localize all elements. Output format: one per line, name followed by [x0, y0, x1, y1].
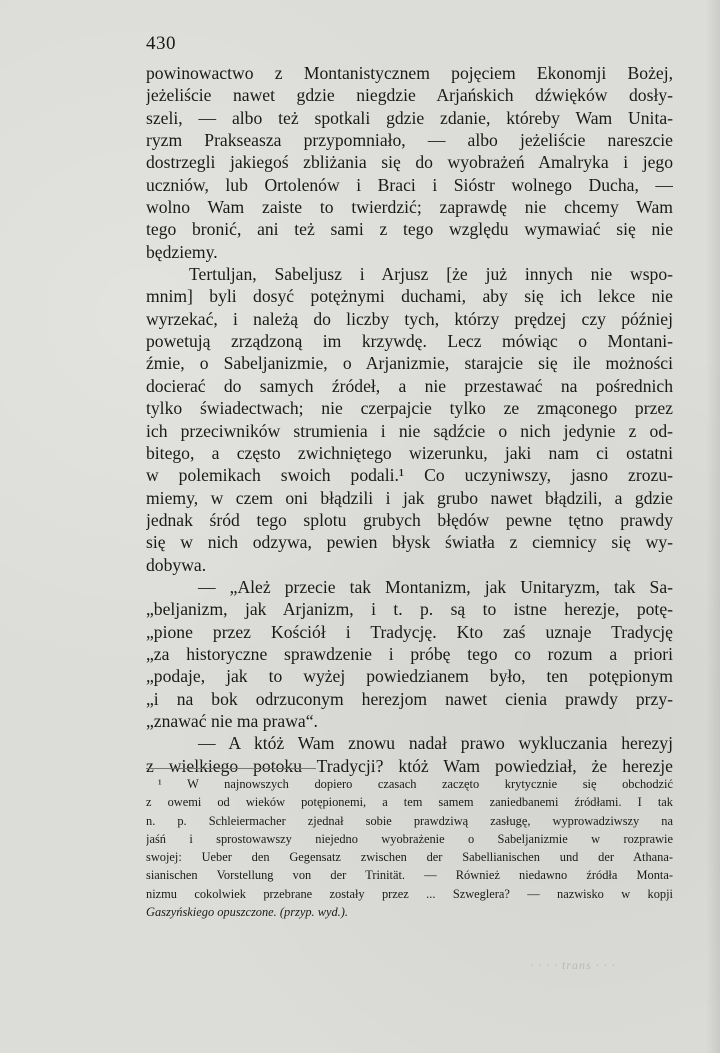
text-line: „za historyczne sprawdzenie i próbę tego co rozum a priori: [146, 643, 673, 664]
text-line: „pione przez Kościół i Tradycję. Kto zaś uznaje Tradycję: [146, 621, 673, 642]
text-line: powetują zrządzoną im krzywdę. Lecz mówiąc o Montani-: [146, 331, 673, 352]
text-line: wyrzekać, i należą do liczby tych, którzy prędzej czy później: [146, 308, 673, 329]
text-line: źmie, o Sabeljanizmie, o Arjanizmie, starajcie się ile możności: [146, 353, 673, 374]
footnote-divider: [146, 768, 316, 769]
footnote-line: nizmu cokolwiek przebrane zostały przez ... Szweglera? — nazwisko w kopji: [146, 886, 673, 901]
footnote-line: jaśń i sprostowawszy niejedno wyobrażenie o Sabeljanizmie w rozprawie: [146, 831, 673, 846]
main-text: [146, 62, 673, 777]
text-line: „beljanizm, jak Arjanizm, i t. p. są to istne herezje, potę-: [146, 599, 673, 620]
footnote-line: n. p. Schleiermacher zjednał sobie prawdziwą zasługę, wyprowadziwszy na: [146, 813, 673, 828]
page-edge-shadow: [706, 0, 720, 1053]
footnotes: [146, 775, 673, 921]
paragraph-start-line: — „Ależ przecie tak Montanizm, jak Unitaryzm, tak Sa-: [198, 576, 673, 597]
footnote-line: swojej: Ueber den Gegensatz zwischen der Sabellianischen und der Athana-: [146, 850, 673, 865]
page-number: 430: [146, 33, 176, 54]
text-line: jeżeliście nawet gdzie niegdzie Arjańskich dźwięków dosły-: [146, 85, 673, 106]
text-line: miemy, w czem oni błądzili i jak grubo nawet błądzili, a gdzie: [146, 487, 673, 508]
text-line: tego bronić, ani też sami z tego względu wymawiać się nie: [146, 219, 673, 240]
text-line: „znawać nie ma prawa“.: [146, 710, 318, 731]
text-line: dostrzegli jakiegoś zbliżania się do wyobrażeń Amalryka i jego: [146, 152, 673, 173]
text-line: się w nich odzywa, pewien błysk światła z ciemnicy się wy-: [146, 532, 673, 553]
text-line: bitego, a często zwichniętego wizerunku, jaki nam ci ostatni: [146, 442, 673, 463]
faded-stamp: · · · · trans · · ·: [530, 958, 616, 972]
text-line: szeli, — albo też spotkali gdzie zdanie, któreby Wam Unita-: [146, 107, 673, 128]
text-line: ryzm Prakseasza przypomniało, — albo jeżeliście nareszcie: [146, 130, 673, 151]
text-line: powinowactwo z Montanistycznem pojęciem Ekonomji Bożej,: [146, 63, 673, 83]
footnote-line: Gaszyńskiego opuszczone. (przyp. wyd.).: [146, 905, 349, 920]
text-line: z wielkiego potoku Tradycji? któż Wam powiedział, że herezje: [146, 755, 673, 776]
text-line: wolno Wam zaiste to twierdzić; zaprawdę nie chcemy Wam: [146, 197, 673, 218]
paragraph-start-line: — A któż Wam znowu nadał prawo wykluczania herezyj: [198, 733, 673, 754]
text-line: ich przeciwników strumienia i nie sądźcie o nich jedynie z od-: [146, 420, 673, 441]
text-line: dobywa.: [146, 554, 207, 575]
footnote-line: ¹ W najnowszych dopiero czasach zaczęto krytycznie się obchodzić: [158, 777, 673, 791]
paragraph-start-line: Tertuljan, Sabeljusz i Arjusz [że już innych nie wspo-: [189, 264, 673, 285]
text-line: będziemy.: [146, 241, 218, 262]
text-line: uczniów, lub Ortolenów i Braci i Sióstr wolnego Ducha, —: [146, 174, 673, 195]
footnote-line: sianischen Vorstellung von der Trinität. — Również niedawno źródła Monta-: [146, 868, 673, 883]
text-line: jednak śród tego splotu grubych błędów pewne tętno prawdy: [146, 509, 673, 530]
footnote-line: z owemi od wieków potępionemi, a tem samem zaniedbanemi źródłami. I tak: [146, 795, 673, 810]
text-line: w polemikach swoich podali.¹ Co uczyniwszy, jasno zrozu-: [146, 465, 673, 486]
text-line: „podaje, jak to wyżej powiedzianem było, ten potępionym: [146, 666, 673, 687]
text-line: tylko świadectwach; nie czerpajcie tylko ze zmąconego przez: [146, 398, 673, 419]
text-line: „i na bok odrzuconym herezjom nawet cienia prawdy przy-: [146, 688, 673, 709]
text-line: docierać do samych źródeł, a nie przestawać na pośrednich: [146, 375, 673, 396]
text-line: mnim] byli dosyć potężnymi duchami, aby się ich lekce nie: [146, 286, 673, 307]
